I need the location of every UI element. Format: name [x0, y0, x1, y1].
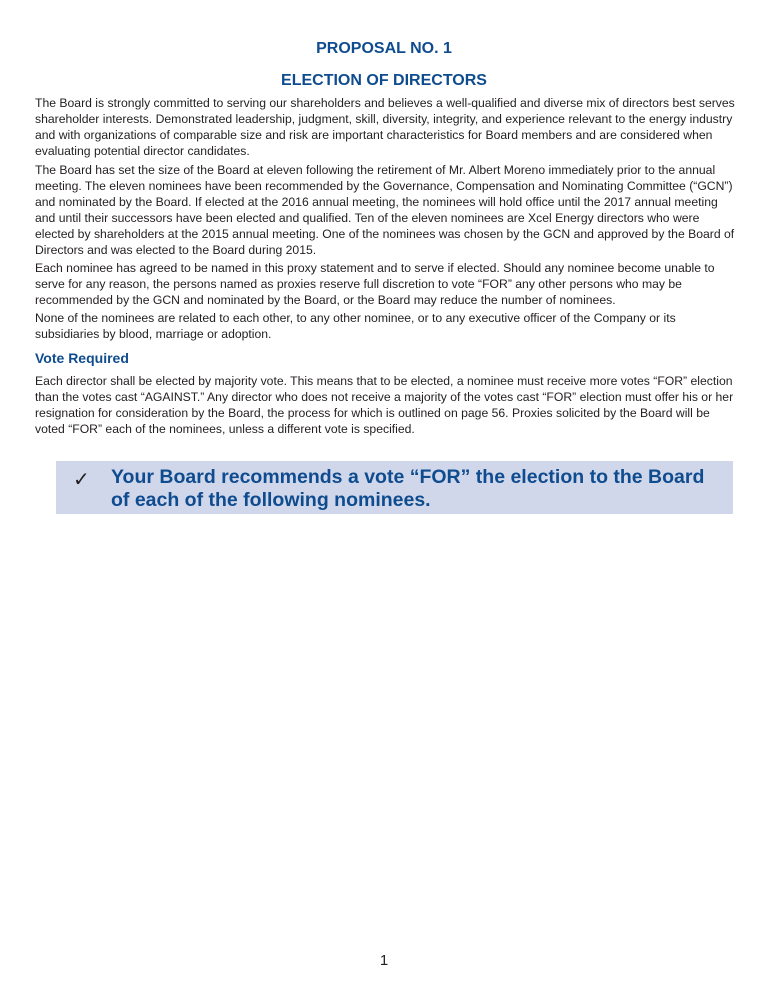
board-size-paragraph: The Board has set the size of the Board at eleven following the retirement of Mr. Albert Moreno immediately prior to the annual meeting. The eleven nominees have been recommended by the Governance, Compensation and Nominating Committee (“GCN”) and nominated by the Board. If elected at the 2016 annual meeting, the nominees will hold office until the 2017 annual meeting and until their successors have been elected and qualified. Ten of the eleven nominees are Xcel Energy directors who were elected by shareholders at the 2015 annual meeting. One of the nominees was chosen by the GCN and approved by the Board of Directors and was elected to the Board during 2015. [35, 163, 735, 257]
nominee-agreement-paragraph: Each nominee has agreed to be named in this proxy statement and to serve if elected. Should any nominee become unable to serve for any reason, the persons named as proxies reserve full discretion to vote “FOR” any other persons who may be recommended by the GCN and nominated by the Board, or the Board may reduce the number of nominees. [35, 261, 715, 307]
vote-required-paragraph: Each director shall be elected by majority vote. This means that to be elected, a nominee must receive more votes “FOR” election than the votes cast “AGAINST.” Any director who does not receive a majority of the votes cast “FOR” election must offer his or her resignation for consideration by the Board, the process for which is outlined on page 56. Proxies solicited by the Board will be voted “FOR” each of the nominees, unless a different vote is specified. [35, 374, 734, 436]
check-mark-icon: ✓ [73, 467, 90, 491]
proposal-number: PROPOSAL NO. 1 [316, 40, 452, 57]
recommendation-text: Your Board recommends a vote “FOR” the election to the Board of each of the following nominees. [111, 466, 705, 511]
intro-paragraph: The Board is strongly committed to serving our shareholders and believes a well-qualified and diverse mix of directors best serves shareholder interests. Demonstrated leadership, judgment, skill, diversity, integrity, and experience relevant to the energy industry and with organizations of comparable size and risk are important characteristics for Board members and are considered when evaluating potential director candidates. [35, 96, 735, 158]
page-title: ELECTION OF DIRECTORS [281, 72, 487, 89]
relations-paragraph: None of the nominees are related to each other, to any other nominee, or to any executive officer of the Company or its subsidiaries by blood, marriage or adoption. [35, 311, 676, 341]
page-number: 1 [379, 952, 389, 969]
recommendation-callout [56, 461, 733, 514]
vote-required-heading: Vote Required [35, 350, 129, 366]
